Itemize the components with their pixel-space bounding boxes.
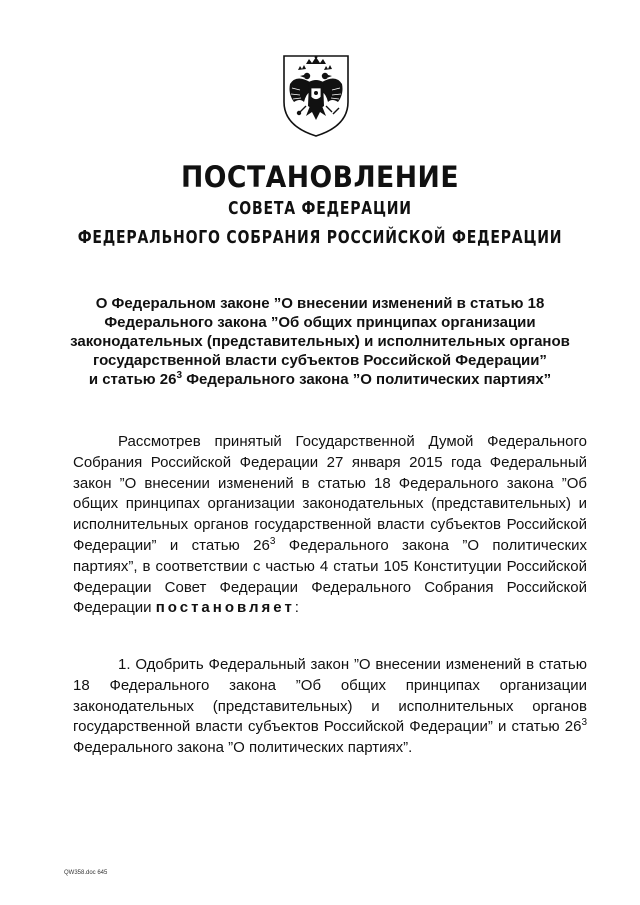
resolution-preamble: Рассмотрев принятый Государственной Думой Федерального Собрания Российской Федерации 27 января 2015 года Федеральный закон ”О внесении изменений в статью 18 Федерального закона ”Об общих принципах организации законодательных (представительных) и исполнительных органов государственной власти субъектов Российской Федерации” и статью $26^3$ Федерального закона ”О политических партиях”, в соответствии с частью 4 статьи 105 Конституции Российской Федерации Совет Федерации Федерального Собрания Российской Федерации постановляет:	[73, 433, 587, 617]
subject-line: государственной власти субъектов Российской Федерации”	[93, 352, 547, 369]
resolution-item-1: 1. Одобрить Федеральный закон ”О внесении изменений в статью 18 Федерального закона ”Об общих принципах организации законодательных (представительных) и исполнительных органов государственной власти субъектов Российской Федерации” и статью $26^3$ Федерального закона ”О политических партиях”.	[73, 656, 587, 757]
resolves-word: постановляет	[155, 599, 295, 617]
document-code: QW358.doc 645	[64, 870, 108, 876]
subject-line: Федерального закона ”Об общих принципах организации	[104, 314, 536, 331]
issuer-line-2: ФЕДЕРАЛЬНОГО СОБРАНИЯ РОССИЙСКОЙ ФЕДЕРАЦИИ	[77, 227, 563, 248]
subject-line: О Федеральном законе ”О внесении изменений в статью 18	[95, 295, 545, 312]
subject-line: и статью $26^3$ Федерального закона ”О политических партиях”	[88, 370, 552, 388]
document-subject	[40, 294, 600, 389]
russian-coat-of-arms-icon	[276, 50, 356, 140]
issuer-line-1: СОВЕТА ФЕДЕРАЦИИ	[228, 198, 412, 219]
document-title: ПОСТАНОВЛЕНИЕ	[180, 160, 460, 194]
subject-line: законодательных (представительных) и исполнительных органов	[70, 333, 570, 350]
